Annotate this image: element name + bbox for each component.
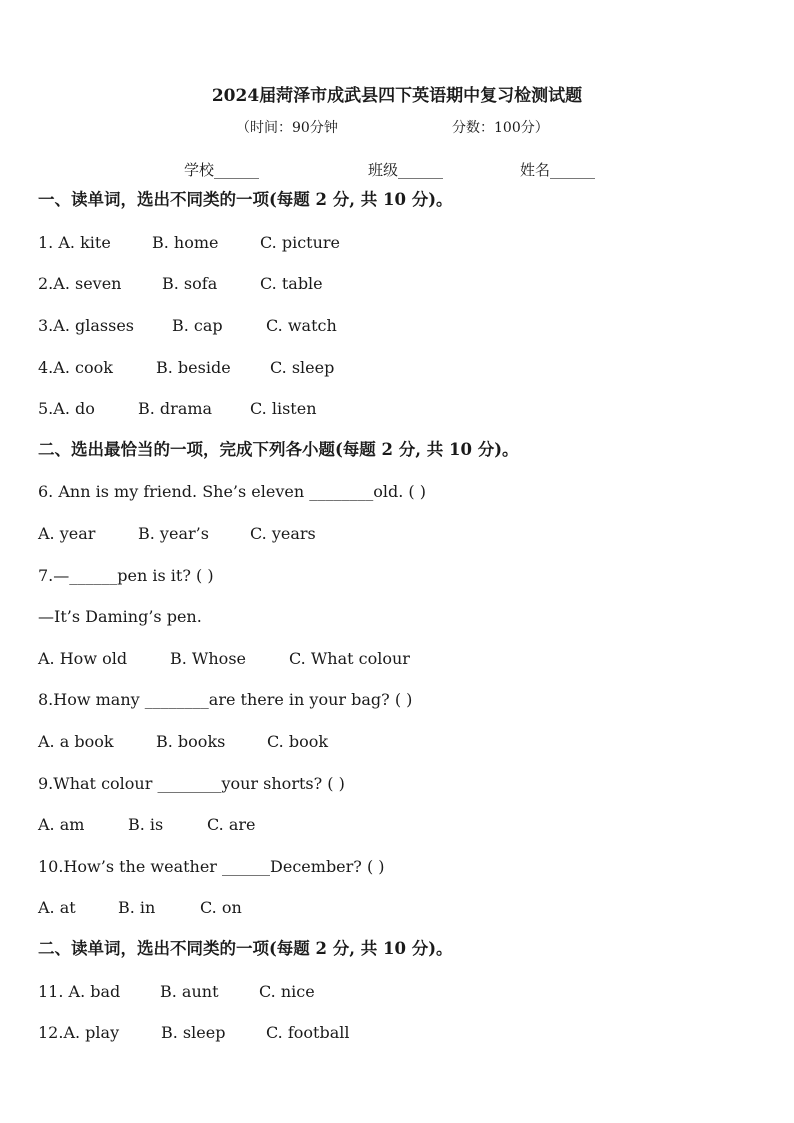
q3-option-b: B. cap (172, 316, 223, 335)
class-field: 班级______ (368, 161, 444, 179)
q1-option-a: 1. A. kite (38, 233, 111, 252)
question-10-stem: 10.How’s the weather ______December? ( ) (38, 857, 385, 876)
exam-score: 分数：100分） (452, 120, 549, 136)
section-heading-2: 二、选出最恰当的一项，完成下列各小题(每题 2 分, 共 10 分)。 (38, 440, 519, 459)
q11-option-a: 11. A. bad (38, 982, 121, 1001)
q2-option-c: C. table (260, 274, 323, 293)
section-heading-3: 二、读单词，选出不同类的一项(每题 2 分, 共 10 分)。 (38, 939, 453, 958)
q11-option-b: B. aunt (160, 982, 219, 1001)
q2-option-a: 2.A. seven (38, 274, 122, 293)
question-9-stem: 9.What colour ________your shorts? ( ) (38, 774, 345, 793)
q7-option-c: C. What colour (289, 649, 410, 668)
q12-option-a: 12.A. play (38, 1023, 120, 1042)
q2-option-b: B. sofa (162, 274, 218, 293)
q4-option-a: 4.A. cook (38, 358, 113, 377)
q4-option-c: C. sleep (270, 358, 335, 377)
page-title: 2024届菏泽市成武县四下英语期中复习检测试题 (211, 86, 583, 106)
q7-option-a: A. How old (38, 649, 128, 668)
q6-option-b: B. year’s (138, 524, 209, 543)
q3-option-a: 3.A. glasses (38, 316, 134, 335)
question-7-reply: —It’s Daming’s pen. (38, 607, 202, 626)
q7-option-b: B. Whose (170, 649, 246, 668)
section-heading-1: 一、读单词，选出不同类的一项(每题 2 分, 共 10 分)。 (38, 190, 453, 209)
q11-option-c: C. nice (259, 982, 315, 1001)
q12-option-b: B. sleep (161, 1023, 226, 1042)
q5-option-c: C. listen (250, 399, 317, 418)
q5-option-b: B. drama (138, 399, 213, 418)
exam-time: （时间：90分钟 (236, 120, 338, 136)
q6-option-c: C. years (250, 524, 316, 543)
q10-option-c: C. on (200, 898, 242, 917)
q8-option-b: B. books (156, 732, 226, 751)
name-field: 姓名______ (520, 161, 596, 179)
question-6-stem: 6. Ann is my friend. She’s eleven ________old. ( ) (38, 482, 426, 501)
q9-option-c: C. are (207, 815, 256, 834)
q1-option-b: B. home (152, 233, 219, 252)
q1-option-c: C. picture (260, 233, 341, 252)
q4-option-b: B. beside (156, 358, 231, 377)
q8-option-c: C. book (267, 732, 329, 751)
q9-option-a: A. am (38, 815, 85, 834)
question-8-stem: 8.How many ________are there in your bag? ( ) (38, 690, 413, 709)
q6-option-a: A. year (38, 524, 96, 543)
q5-option-a: 5.A. do (38, 399, 95, 418)
school-field: 学校______ (184, 161, 260, 179)
q9-option-b: B. is (128, 815, 164, 834)
q10-option-b: B. in (118, 898, 156, 917)
q10-option-a: A. at (38, 898, 76, 917)
q8-option-a: A. a book (38, 732, 114, 751)
q3-option-c: C. watch (266, 316, 337, 335)
q12-option-c: C. football (266, 1023, 350, 1042)
question-7-stem: 7.—______pen is it? ( ) (38, 566, 214, 585)
